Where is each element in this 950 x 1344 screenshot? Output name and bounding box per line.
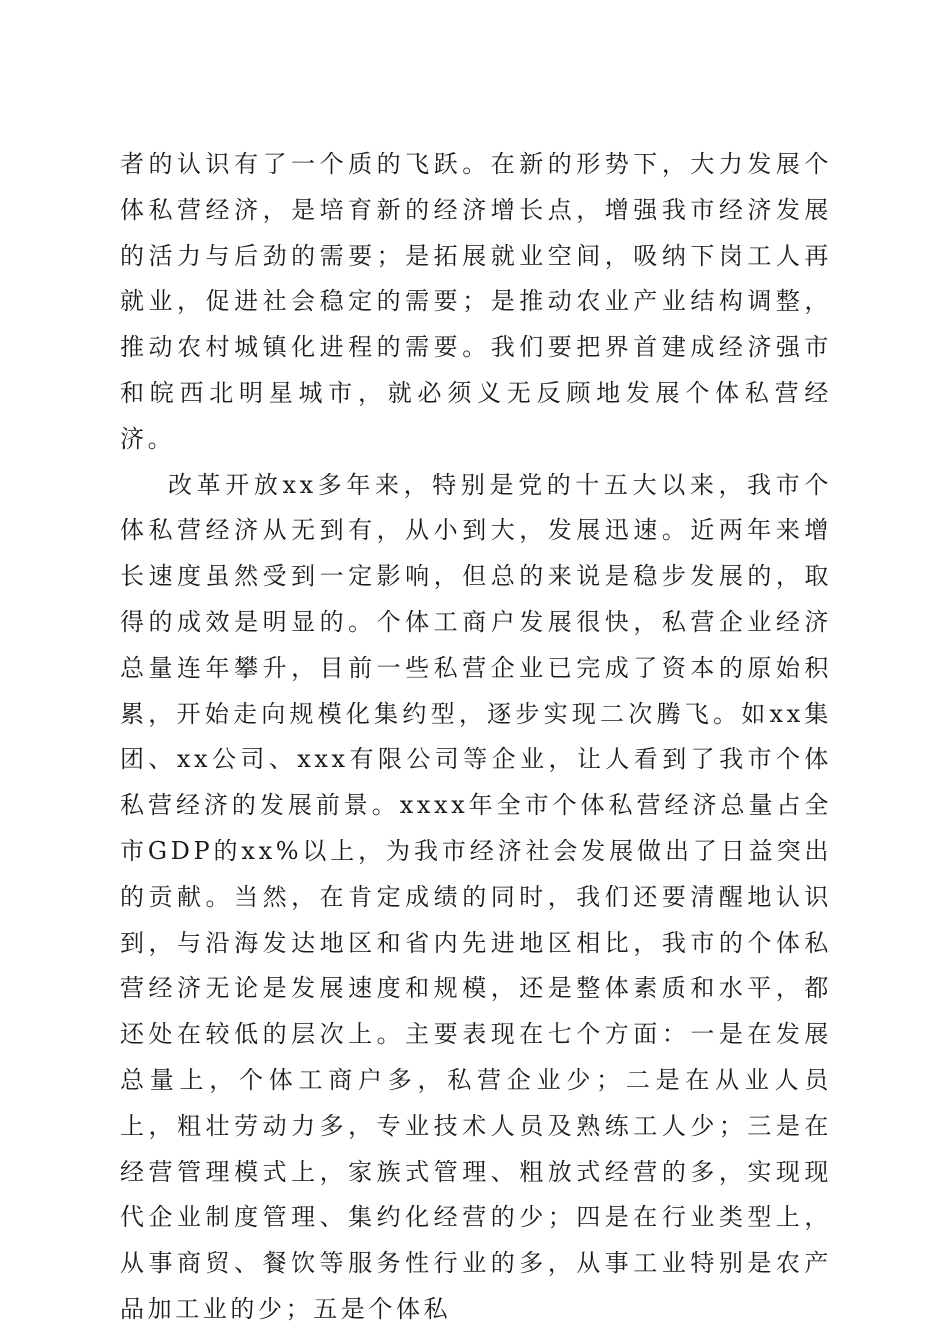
document-page [120,142,832,1333]
paragraph-reform: 改革开放xx多年来，特别是党的十五大以来，我市个体私营经济从无到有，从小到大，发展迅速。近两年来增长速度虽然受到一定影响，但总的来说是稳步发展的，取得的成效是明显的。个体工商户发展很快，私营企业经济总量连年攀升，目前一些私营企业已完成了资本的原始积累，开始走向规模化集约型，逐步实现二次腾飞。如xx集团、xx公司、xxx有限公司等企业，让人看到了我市个体私营经济的发展前景。xxxx年全市个体私营经济总量占全市GDP的xx%以上，为我市经济社会发展做出了日益突出的贡献。当然，在肯定成绩的同时，我们还要清醒地认识到，与沿海发达地区和省内先进地区相比，我市的个体私营经济无论是发展速度和规模，还是整体素质和水平，都还处在较低的层次上。主要表现在七个方面：一是在发展总量上，个体工商户多，私营企业少；二是在从业人员上，粗壮劳动力多，专业技术人员及熟练工人少；三是在经营管理模式上，家族式管理、粗放式经营的多，实现现代企业制度管理、集约化经营的少；四是在行业类型上，从事商贸、餐饮等服务性行业的多，从事工业特别是农产品加工业的少；五是个体私 [120,470,832,1323]
paragraph-continuation: 者的认识有了一个质的飞跃。在新的形势下，大力发展个体私营经济，是培育新的经济增长点，增强我市经济发展的活力与后劲的需要；是拓展就业空间，吸纳下岗工人再就业，促进社会稳定的需要；是推动农业产业结构调整，推动农村城镇化进程的需要。我们要把界首建成经济强市和皖西北明星城市，就必须义无反顾地发展个体私营经济。 [120,150,832,453]
